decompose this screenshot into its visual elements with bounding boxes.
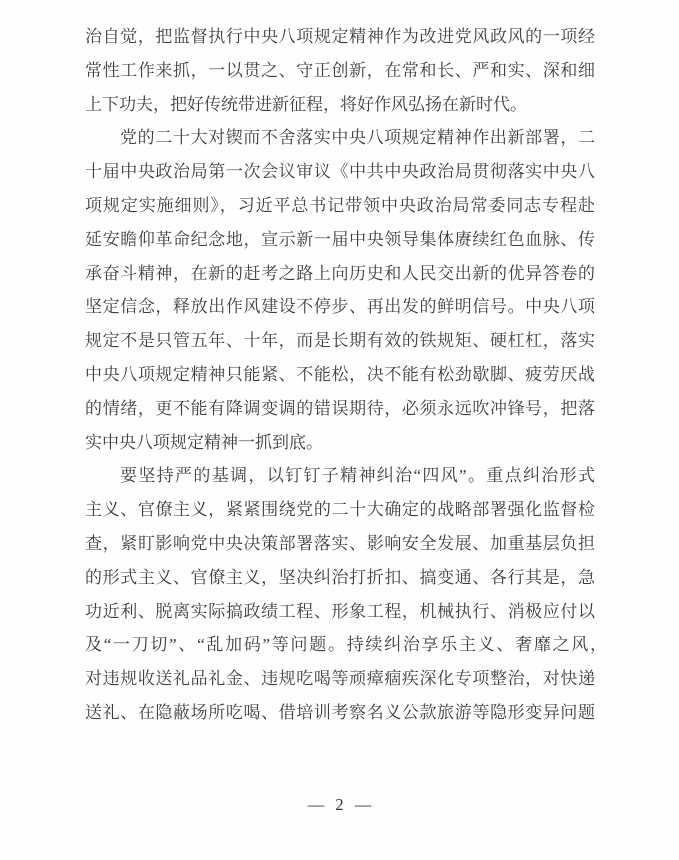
text-line: 项规定实施细则》，习近平总书记带领中央政治局常委同志专程赴 xyxy=(85,195,595,215)
text-line: 的情绪，更不能有降调变调的错误期待，必须永远吹冲锋号，把落 xyxy=(85,398,595,418)
text-line: 对违规收送礼品礼金、违规吃喝等顽瘴痼疾深化专项整治，对快递 xyxy=(85,669,595,689)
page-footer xyxy=(0,795,679,815)
document-body xyxy=(85,20,607,730)
paragraph xyxy=(85,20,595,121)
page-number: — 2 — xyxy=(307,795,372,814)
text-line: 坚定信念，释放出作风建设不停步、再出发的鲜明信号。中央八项 xyxy=(85,297,595,317)
text-line: 要坚持严的基调，以钉钉子精神纠治“四风”。重点纠治形式 xyxy=(120,466,595,486)
text-line: 规定不是只管五年、十年，而是长期有效的铁规矩、硬杠杠，落实 xyxy=(85,331,595,351)
text-line: 常性工作来抓，一以贯之、守正创新，在常和长、严和实、深和细 xyxy=(85,60,595,80)
paragraph xyxy=(85,121,595,459)
text-line: 治自觉，把监督执行中央八项规定精神作为改进党风政风的一项经 xyxy=(85,27,595,46)
text-line: 十届中央政治局第一次会议审议《中共中央政治局贯彻落实中央八 xyxy=(85,162,595,182)
text-line: 延安瞻仰革命纪念地，宣示新一届中央领导集体赓续红色血脉、传 xyxy=(85,229,595,249)
paragraph xyxy=(85,459,607,729)
text-line: 承奋斗精神，在新的赶考之路上向历史和人民交出新的优异答卷的 xyxy=(85,263,595,283)
text-line: 查，紧盯影响党中央决策部署落实、影响安全发展、加重基层负担 xyxy=(85,533,595,553)
text-line: 上下功夫，把好传统带进新征程，将好作风弘扬在新时代。 xyxy=(85,94,527,114)
text-line: 党的二十大对锲而不舍落实中央八项规定精神作出新部署，二 xyxy=(120,128,595,148)
text-line: 中央八项规定精神只能紧、不能松，决不能有松劲歇脚、疲劳厌战 xyxy=(85,364,595,384)
text-line: 及“一刀切”、“乱加码”等问题。持续纠治享乐主义、奢靡之风， xyxy=(85,635,607,655)
text-line: 实中央八项规定精神一抓到底。 xyxy=(85,432,323,452)
text-line: 主义、官僚主义，紧紧围绕党的二十大确定的战略部署强化监督检 xyxy=(85,500,595,520)
text-line: 送礼、在隐蔽场所吃喝、借培训考察名义公款旅游等隐形变异问题 xyxy=(85,702,595,722)
text-line: 功近利、脱离实际搞政绩工程、形象工程，机械执行、消极应付以 xyxy=(85,601,595,621)
text-line: 的形式主义、官僚主义，坚决纠治打折扣、搞变通、各行其是，急 xyxy=(85,567,595,587)
